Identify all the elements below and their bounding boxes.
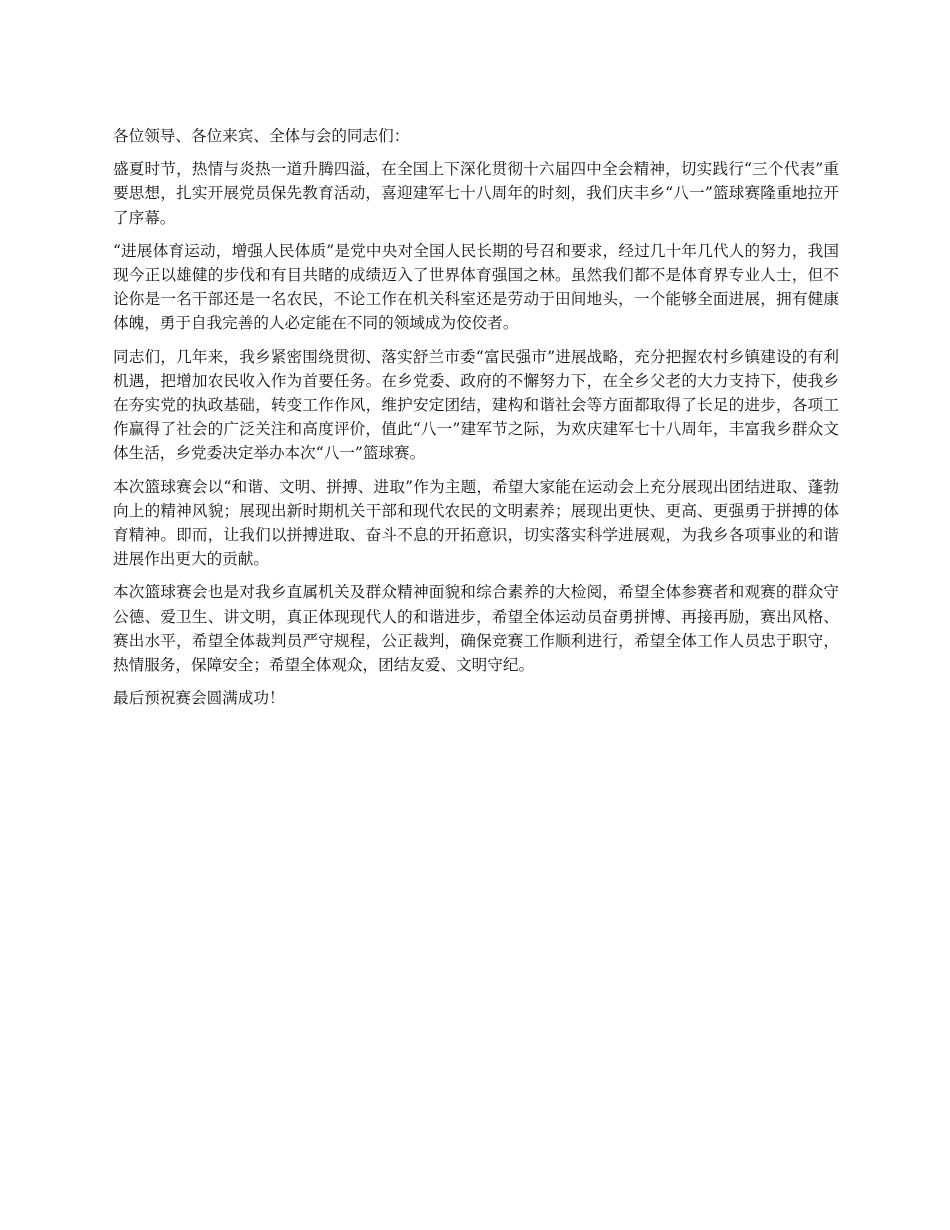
closing-line: 最后预祝赛会圆满成功！ bbox=[113, 689, 285, 708]
paragraph-opening: 盛夏时节，热情与炎热一道升腾四溢，在全国上下深化贯彻十六届四中全会精神，切实践行“三个代表”重要思想，扎实开展党员保先教育活动，喜迎建军七十八周年的时刻，我们庆丰乡“八一”篮球赛隆重地拉开了序幕。 bbox=[113, 160, 839, 227]
paragraph-sports-development: “进展体育运动，增强人民体质”是党中央对全国人民长期的号召和要求，经过几十年几代人的努力，我国现今正以雄健的步伐和有目共睹的成绩迈入了世界体育强国之林。虽然我们都不是体育界专业人士，但不论你是一名干部还是一名农民，不论工作在机关科室还是劳动于田间地头，一个能够全面进展，拥有健康体魄，勇于自我完善的人必定能在不同的领域成为佼佼者。 bbox=[113, 241, 839, 333]
paragraph-theme: 本次篮球赛会以“和谐、文明、拼搏、进取”作为主题，希望大家能在运动会上充分展现出团结进取、蓬勃向上的精神风貌；展现出新时期机关干部和现代农民的文明素养；展现出更快、更高、更强勇于拼搏的体育精神。即而，让我们以拼搏进取、奋斗不息的开拓意识，切实落实科学进展观，为我乡各项事业的和谐进展作出更大的贡献。 bbox=[113, 477, 839, 569]
paragraph-expectations: 本次篮球赛会也是对我乡直属机关及群众精神面貌和综合素养的大检阅，希望全体参赛者和观赛的群众守公德、爱卫生、讲文明，真正体现现代人的和谐进步，希望全体运动员奋勇拼博、再接再励，赛出风格、赛出水平，希望全体裁判员严守规程，公正裁判，确保竞赛工作顺利进行，希望全体工作人员忠于职守，热情服务，保障安全；希望全体观众，团结友爱、文明守纪。 bbox=[113, 583, 839, 675]
paragraph-township-progress: 同志们，几年来，我乡紧密围绕贯彻、落实舒兰市委“富民强市”进展战略，充分把握农村乡镇建设的有利机遇，把增加农民收入作为首要任务。在乡党委、政府的不懈努力下，在全乡父老的大力支持下，使我乡在夯实党的执政基础，转变工作作风，维护安定团结，建构和谐社会等方面都取得了长足的进步，各项工作赢得了社会的广泛关注和高度评价，值此“八一”建军节之际，为欢庆建军七十八周年，丰富我乡群众文体生活，乡党委决定举办本次“八一”篮球赛。 bbox=[113, 347, 839, 463]
speech-body bbox=[113, 124, 839, 719]
greeting: 各位领导、各位来宾、全体与会的同志们： bbox=[113, 127, 410, 145]
